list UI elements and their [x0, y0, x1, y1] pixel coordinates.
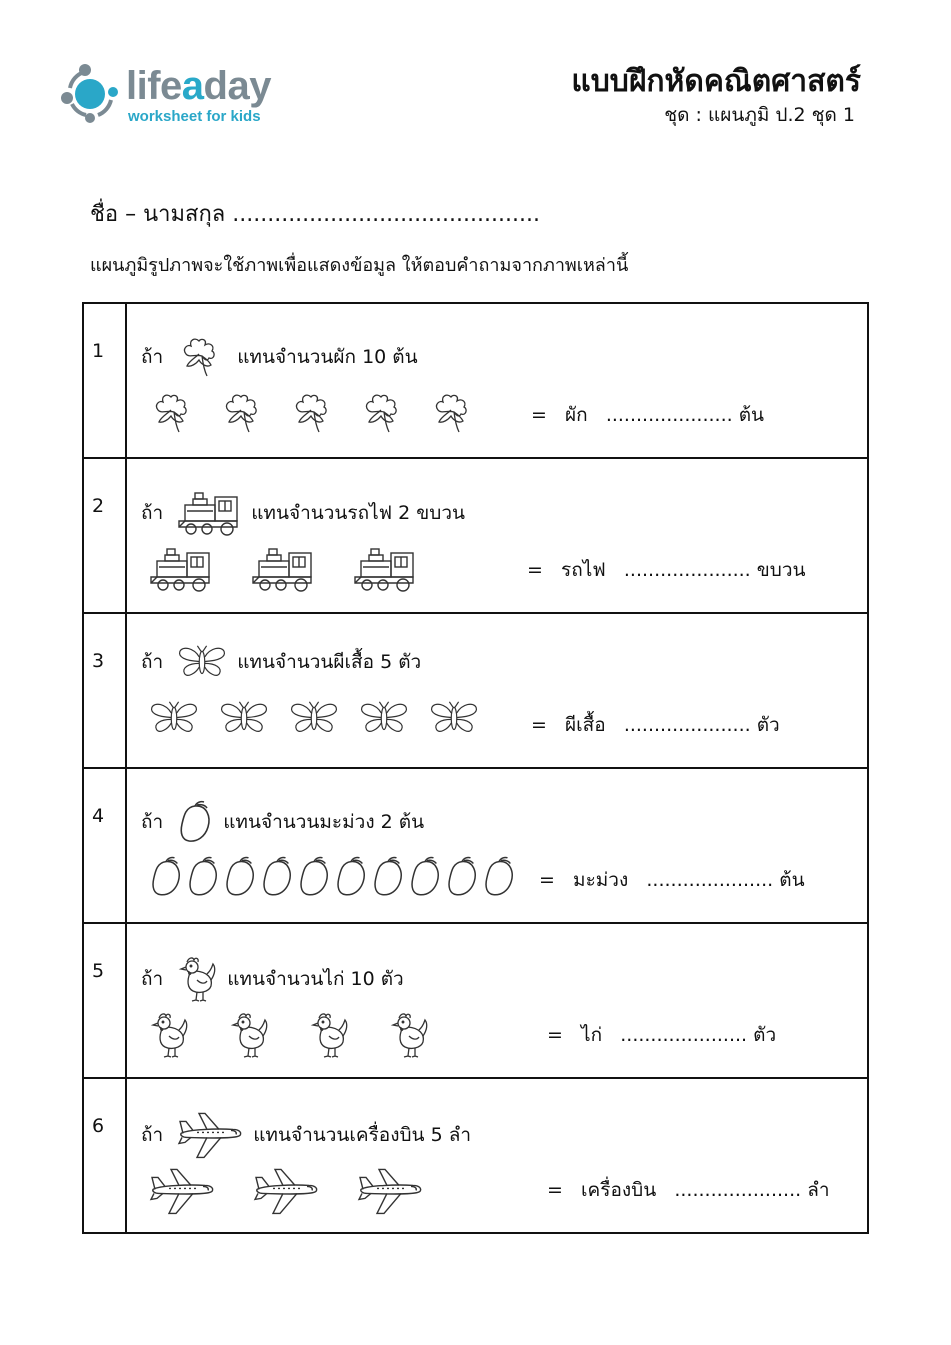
equals-sign: =: [531, 714, 547, 736]
question-if-word: ถ้า: [141, 968, 164, 990]
question-content-cell: [126, 923, 868, 1078]
answer-unit: ลำ: [807, 1179, 830, 1201]
chicken-icon: [149, 1010, 189, 1060]
clover-icon: [177, 334, 227, 379]
question-number-cell: [83, 613, 126, 768]
pictograph-icons: [149, 1165, 423, 1218]
pictograph-icons: [149, 545, 417, 593]
question-content-cell: [126, 458, 868, 613]
clover-icon: [359, 390, 409, 435]
lifeaday-logo: [58, 60, 298, 130]
chicken-icon: [177, 954, 217, 1004]
question-number-cell: [83, 923, 126, 1078]
mango-icon: [149, 855, 183, 898]
mango-icon: [408, 855, 442, 898]
question-number-cell: [83, 458, 126, 613]
pictograph-icons: [149, 1010, 429, 1060]
answer-line: [531, 710, 780, 740]
airplane-icon: [253, 1165, 319, 1218]
airplane-icon: [177, 1109, 243, 1162]
pictograph-icons: [149, 700, 479, 735]
question-if-word: ถ้า: [141, 502, 164, 524]
mango-icon: [371, 855, 405, 898]
train-icon: [149, 545, 213, 593]
chicken-icon: [229, 1010, 269, 1060]
worksheet-title: แบบฝึกหัดคณิตศาสตร์: [571, 64, 861, 99]
question-represents-text: แทนจำนวนเครื่องบิน 5 ลำ: [253, 1124, 472, 1147]
answer-label: รถไฟ: [561, 559, 606, 581]
answer-label: มะม่วง: [573, 869, 629, 891]
question-content-cell: [126, 303, 868, 458]
student-name-line: ชื่อ – นามสกุล ............................................: [90, 202, 540, 227]
answer-unit: ตัว: [756, 714, 780, 736]
question-row: [83, 458, 868, 613]
question-number: 4: [92, 805, 105, 827]
answer-label: ไก่: [581, 1024, 603, 1046]
question-number: 1: [92, 340, 105, 362]
answer-blank[interactable]: .....................: [620, 1024, 748, 1046]
butterfly-icon: [359, 700, 409, 735]
question-key: [141, 1109, 471, 1162]
answer-line: [531, 400, 764, 430]
question-number-cell: [83, 768, 126, 923]
butterfly-icon: [289, 700, 339, 735]
question-represents-text: แทนจำนวนมะม่วง 2 ต้น: [223, 810, 425, 833]
answer-line: [527, 555, 806, 585]
answer-line: [539, 865, 805, 895]
answer-unit: ตัว: [753, 1024, 777, 1046]
answer-blank[interactable]: .....................: [623, 714, 751, 736]
answer-blank[interactable]: .....................: [674, 1179, 802, 1201]
answer-unit: ต้น: [738, 404, 765, 426]
clover-icon: [289, 390, 339, 435]
answer-line: [547, 1175, 830, 1205]
answer-line: [547, 1020, 776, 1050]
answer-blank[interactable]: .....................: [646, 869, 774, 891]
question-row: [83, 923, 868, 1078]
clover-icon: [149, 390, 199, 435]
answer-label: เครื่องบิน: [581, 1179, 657, 1201]
question-content-cell: [126, 768, 868, 923]
question-content-cell: [126, 613, 868, 768]
logo-molecule-icon: [58, 60, 122, 126]
butterfly-icon: [219, 700, 269, 735]
question-number-cell: [83, 303, 126, 458]
question-represents-text: แทนจำนวนผีเสื้อ 5 ตัว: [237, 650, 422, 673]
mango-icon: [186, 855, 220, 898]
logo-tagline: worksheet for kids: [128, 108, 261, 125]
question-if-word: ถ้า: [141, 1124, 164, 1147]
mango-icon: [260, 855, 294, 898]
butterfly-icon: [149, 700, 199, 735]
airplane-icon: [149, 1165, 215, 1218]
question-content-cell: [126, 1078, 868, 1233]
question-key: [141, 799, 424, 844]
question-row: [83, 768, 868, 923]
answer-unit: ต้น: [779, 869, 805, 891]
pictograph-question-table: [82, 302, 869, 1234]
train-icon: [177, 489, 241, 537]
answer-unit: ขบวน: [756, 559, 806, 581]
butterfly-icon: [429, 700, 479, 735]
question-row: [83, 1078, 868, 1233]
equals-sign: =: [547, 1179, 563, 1201]
worksheet-subtitle: ชุด : แผนภูมิ ป.2 ชุด 1: [664, 104, 855, 126]
train-icon: [353, 545, 417, 593]
question-row: [83, 303, 868, 458]
answer-label: ผีเสื้อ: [565, 714, 606, 736]
question-key: [141, 644, 421, 679]
question-represents-text: แทนจำนวนผัก 10 ต้น: [237, 345, 418, 368]
answer-label: ผัก: [565, 404, 588, 426]
airplane-icon: [357, 1165, 423, 1218]
answer-blank[interactable]: .....................: [605, 404, 733, 426]
pictograph-icons: [149, 855, 516, 898]
equals-sign: =: [527, 559, 543, 581]
equals-sign: =: [531, 404, 547, 426]
butterfly-icon: [177, 644, 227, 679]
clover-icon: [429, 390, 479, 435]
chicken-icon: [309, 1010, 349, 1060]
train-icon: [251, 545, 315, 593]
question-key: [141, 334, 418, 379]
question-row: [83, 613, 868, 768]
equals-sign: =: [547, 1024, 563, 1046]
question-number: 5: [92, 960, 105, 982]
instruction-text: แผนภูมิรูปภาพจะใช้ภาพเพื่อแสดงข้อมูล ให้ตอบคำถามจากภาพเหล่านี้: [90, 255, 629, 276]
question-represents-text: แทนจำนวนรถไฟ 2 ขบวน: [251, 502, 465, 524]
chicken-icon: [389, 1010, 429, 1060]
question-key: [141, 489, 465, 537]
question-number: 3: [92, 650, 105, 672]
mango-icon: [223, 855, 257, 898]
mango-icon: [334, 855, 368, 898]
question-number: 2: [92, 495, 105, 517]
question-if-word: ถ้า: [141, 650, 164, 673]
logo-wordmark: lifeaday: [126, 64, 271, 108]
question-if-word: ถ้า: [141, 810, 164, 833]
mango-icon: [297, 855, 331, 898]
question-number: 6: [92, 1115, 105, 1137]
mango-icon: [482, 855, 516, 898]
question-number-cell: [83, 1078, 126, 1233]
question-represents-text: แทนจำนวนไก่ 10 ตัว: [227, 968, 404, 990]
mango-icon: [177, 799, 213, 844]
question-if-word: ถ้า: [141, 345, 164, 368]
equals-sign: =: [539, 869, 555, 891]
clover-icon: [219, 390, 269, 435]
answer-blank[interactable]: .....................: [623, 559, 751, 581]
question-key: [141, 954, 404, 1004]
mango-icon: [445, 855, 479, 898]
pictograph-icons: [149, 390, 479, 435]
